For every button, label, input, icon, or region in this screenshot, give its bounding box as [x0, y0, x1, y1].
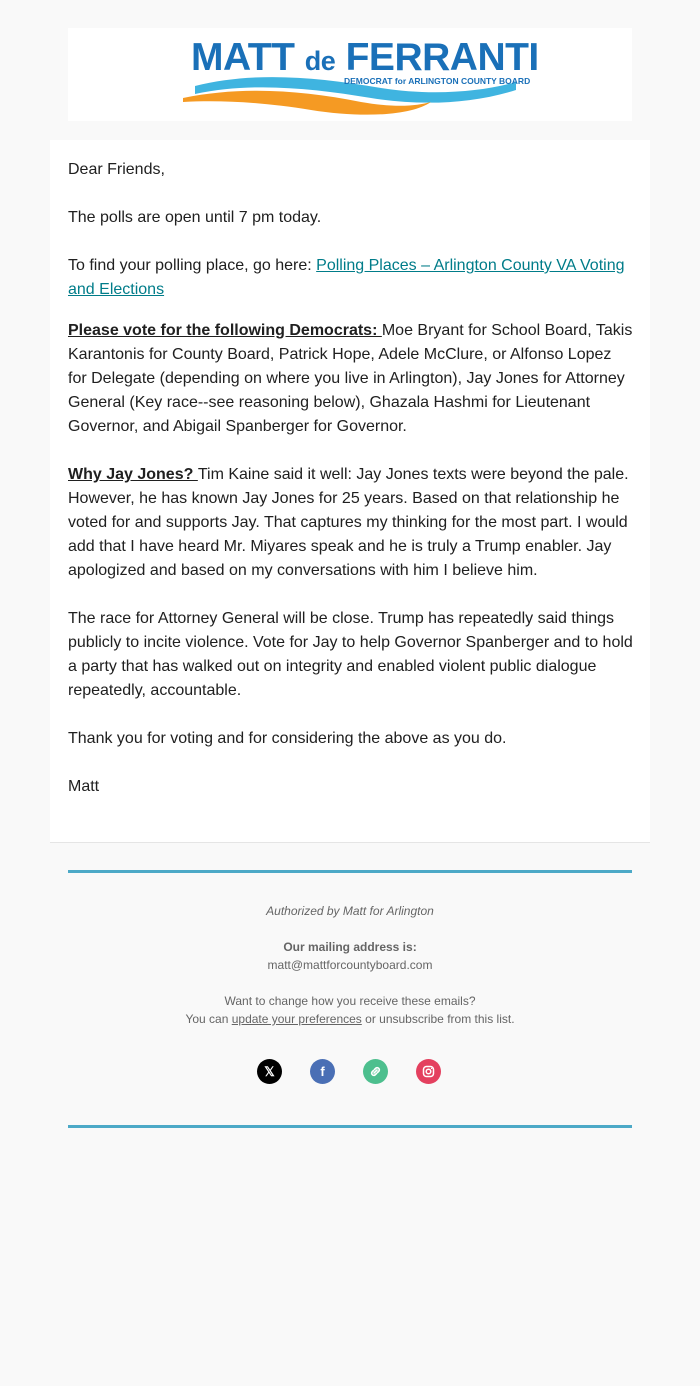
mailing-address: matt@mattforcountyboard.com: [267, 958, 433, 972]
greeting: Dear Friends,: [68, 161, 165, 178]
spacer: [68, 920, 632, 938]
header-logo-band: [68, 28, 632, 121]
race-paragraph: The race for Attorney General will be close. Trump has repeatedly said things publicly to incite violence. Vote for Jay to help Governor Spanberger and to hold a party that has walked out on integrity and enabled violent public dialogue repeatedly, accountable.: [68, 610, 633, 699]
mailing-label: Our mailing address is:: [283, 940, 417, 954]
campaign-logo: [181, 36, 539, 116]
authorized-line: Authorized by Matt for Arlington: [266, 904, 434, 918]
facebook-icon[interactable]: f: [310, 1059, 335, 1084]
email-body-card: [50, 140, 650, 843]
chain-link-icon: [363, 1059, 388, 1084]
polling-places-link[interactable]: Polling Places – Arlington County VA Voting and Elections: [68, 257, 625, 298]
spacer: [68, 230, 634, 254]
website-link-icon[interactable]: [363, 1059, 388, 1084]
email-body: [68, 158, 634, 799]
social-links: [257, 1059, 443, 1085]
vote-paragraph: [68, 319, 634, 439]
spacer: [68, 751, 634, 775]
vote-text: Moe Bryant for School Board, Takis Karantonis for County Board, Patrick Hope, Adele McClure, or Alfonso Lopez for Delegate (depending on where you live in Arlington), Jay Jones for Attorney General (Key race--see reasoning below), Ghazala Hashmi for Lieutenant Governor, and Abigail Spanberger for Governor.: [68, 322, 633, 435]
spacer: [68, 974, 632, 992]
logo-title-first: MATT: [191, 36, 295, 79]
spacer: [68, 439, 634, 463]
spacer: [68, 703, 634, 727]
thanks-line: Thank you for voting and for considering the above as you do.: [68, 730, 507, 747]
why-paragraph: [68, 463, 634, 583]
spacer: [68, 182, 634, 206]
logo-title: [191, 38, 539, 77]
logo-title-particle: de: [304, 46, 336, 76]
logo-title-last: FERRANTI: [345, 36, 539, 79]
vote-lead: Please vote for the following Democrats:: [68, 322, 382, 339]
spacer: [68, 302, 634, 319]
polling-place-paragraph: [68, 254, 634, 302]
update-preferences-link[interactable]: update your preferences: [231, 1012, 362, 1026]
footer-top-divider: [68, 870, 632, 873]
change-preferences-line: You can update your preferences or unsubscribe from this list.: [185, 1012, 515, 1026]
footer: [68, 902, 632, 1028]
polls-line: The polls are open until 7 pm today.: [68, 209, 322, 226]
footer-bottom-divider: [68, 1125, 632, 1128]
logo-tagline: DEMOCRAT for ARLINGTON COUNTY BOARD: [344, 76, 531, 86]
why-lead: Why Jay Jones?: [68, 466, 198, 483]
change-question: Want to change how you receive these emails?: [224, 994, 476, 1008]
instagram-glyph-icon: [416, 1059, 441, 1084]
instagram-icon[interactable]: [416, 1059, 441, 1084]
x-twitter-icon[interactable]: 𝕏: [257, 1059, 282, 1084]
why-text: Tim Kaine said it well: Jay Jones texts were beyond the pale. However, he has known Jay Jones for 25 years. Based on that relationship he voted for and supports Jay. That captures my thinking for the most part. I would add that I have heard Mr. Miyares speak and he is truly a Trump enabler. Jay apologized and based on my conversations with him I believe him.: [68, 466, 629, 579]
polling-intro: To find your polling place, go here:: [68, 257, 317, 274]
spacer: [68, 583, 634, 607]
signature: Matt: [68, 778, 100, 795]
